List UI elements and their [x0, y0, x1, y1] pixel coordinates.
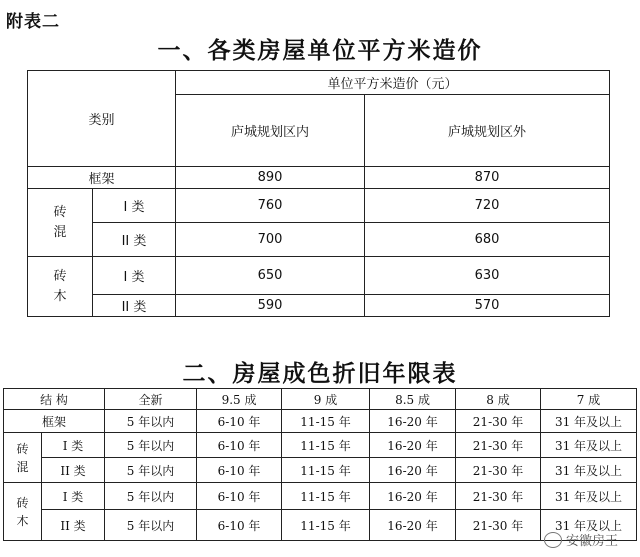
column-header: 8 成: [456, 389, 541, 410]
cell-value: 21-30 年: [456, 433, 541, 458]
watermark: [544, 530, 618, 549]
cell-value: 11-15 年: [282, 510, 370, 541]
table-row: [4, 433, 637, 458]
cell-value: 6-10 年: [197, 410, 282, 433]
cell-value: 760: [176, 189, 365, 223]
wechat-icon: [544, 532, 562, 548]
cell-value: 21-30 年: [456, 510, 541, 541]
watermark-text: 安徽房王: [565, 534, 618, 549]
cell-value: 21-30 年: [456, 458, 541, 483]
cell-value: 630: [365, 257, 610, 295]
sub-label: I 类: [42, 433, 105, 458]
cell-value: 11-15 年: [282, 458, 370, 483]
appendix-label: 附表二: [6, 12, 60, 32]
cell-value: 6-10 年: [197, 458, 282, 483]
cell-value: 680: [365, 223, 610, 257]
column-header: 结 构: [4, 389, 105, 410]
cell-value: 870: [365, 167, 610, 189]
cell-value: 16-20 年: [370, 458, 456, 483]
table-row: [4, 458, 637, 483]
row-label: 框架: [28, 167, 176, 189]
cell-value: 6-10 年: [197, 510, 282, 541]
table-row: [28, 257, 610, 295]
price-group-header: 单位平方米造价（元）: [176, 71, 610, 95]
sub-label: II 类: [42, 510, 105, 541]
table-row: [28, 189, 610, 223]
group-label: 砖 混: [28, 189, 93, 257]
cell-value: 6-10 年: [197, 483, 282, 510]
cell-value: 590: [176, 295, 365, 317]
sub-label: I 类: [42, 483, 105, 510]
cell-value: 21-30 年: [456, 483, 541, 510]
cell-value: 31 年及以上: [541, 458, 637, 483]
table-row: [28, 223, 610, 257]
group-label: 砖 木: [28, 257, 93, 317]
table-row: [28, 167, 610, 189]
cell-value: 31 年及以上: [541, 410, 637, 433]
sub-label: II 类: [42, 458, 105, 483]
cell-value: 700: [176, 223, 365, 257]
cell-value: 720: [365, 189, 610, 223]
cell-value: 5 年以内: [105, 410, 197, 433]
cell-value: 6-10 年: [197, 433, 282, 458]
cell-value: 21-30 年: [456, 410, 541, 433]
sub-label: I 类: [93, 189, 176, 223]
inside-header: 庐城规划区内: [176, 95, 365, 167]
column-header: 8.5 成: [370, 389, 456, 410]
cell-value: 31 年及以上: [541, 483, 637, 510]
cell-value: 5 年以内: [105, 433, 197, 458]
table-row: [4, 410, 637, 433]
cell-value: 5 年以内: [105, 483, 197, 510]
group-label: 砖 混: [4, 433, 42, 483]
cell-value: 11-15 年: [282, 433, 370, 458]
sub-label: II 类: [93, 295, 176, 317]
cell-value: 570: [365, 295, 610, 317]
cell-value: 16-20 年: [370, 410, 456, 433]
cell-value: 11-15 年: [282, 410, 370, 433]
row-label: 框架: [4, 410, 105, 433]
column-header: 9.5 成: [197, 389, 282, 410]
column-header: 7 成: [541, 389, 637, 410]
table-row: [4, 483, 637, 510]
cell-value: 31 年及以上: [541, 510, 637, 541]
column-header: 9 成: [282, 389, 370, 410]
cell-value: 11-15 年: [282, 483, 370, 510]
header-row: [4, 389, 637, 410]
table2-title: 二、房屋成色折旧年限表: [182, 360, 458, 387]
cell-value: 31 年及以上: [541, 433, 637, 458]
sub-label: II 类: [93, 223, 176, 257]
cell-value: 16-20 年: [370, 510, 456, 541]
table-row: [4, 510, 637, 541]
cell-value: 16-20 年: [370, 483, 456, 510]
depreciation-table: [3, 388, 637, 541]
column-header: 全新: [105, 389, 197, 410]
cell-value: 16-20 年: [370, 433, 456, 458]
cell-value: 5 年以内: [105, 510, 197, 541]
cell-value: 890: [176, 167, 365, 189]
group-label: 砖 木: [4, 483, 42, 541]
table-row: [28, 295, 610, 317]
cell-value: 650: [176, 257, 365, 295]
unit-price-table: [27, 70, 610, 317]
sub-label: I 类: [93, 257, 176, 295]
cell-value: 5 年以内: [105, 458, 197, 483]
outside-header: 庐城规划区外: [365, 95, 610, 167]
category-header: 类别: [28, 71, 176, 167]
table1-title: 一、各类房屋单位平方米造价: [157, 37, 483, 64]
